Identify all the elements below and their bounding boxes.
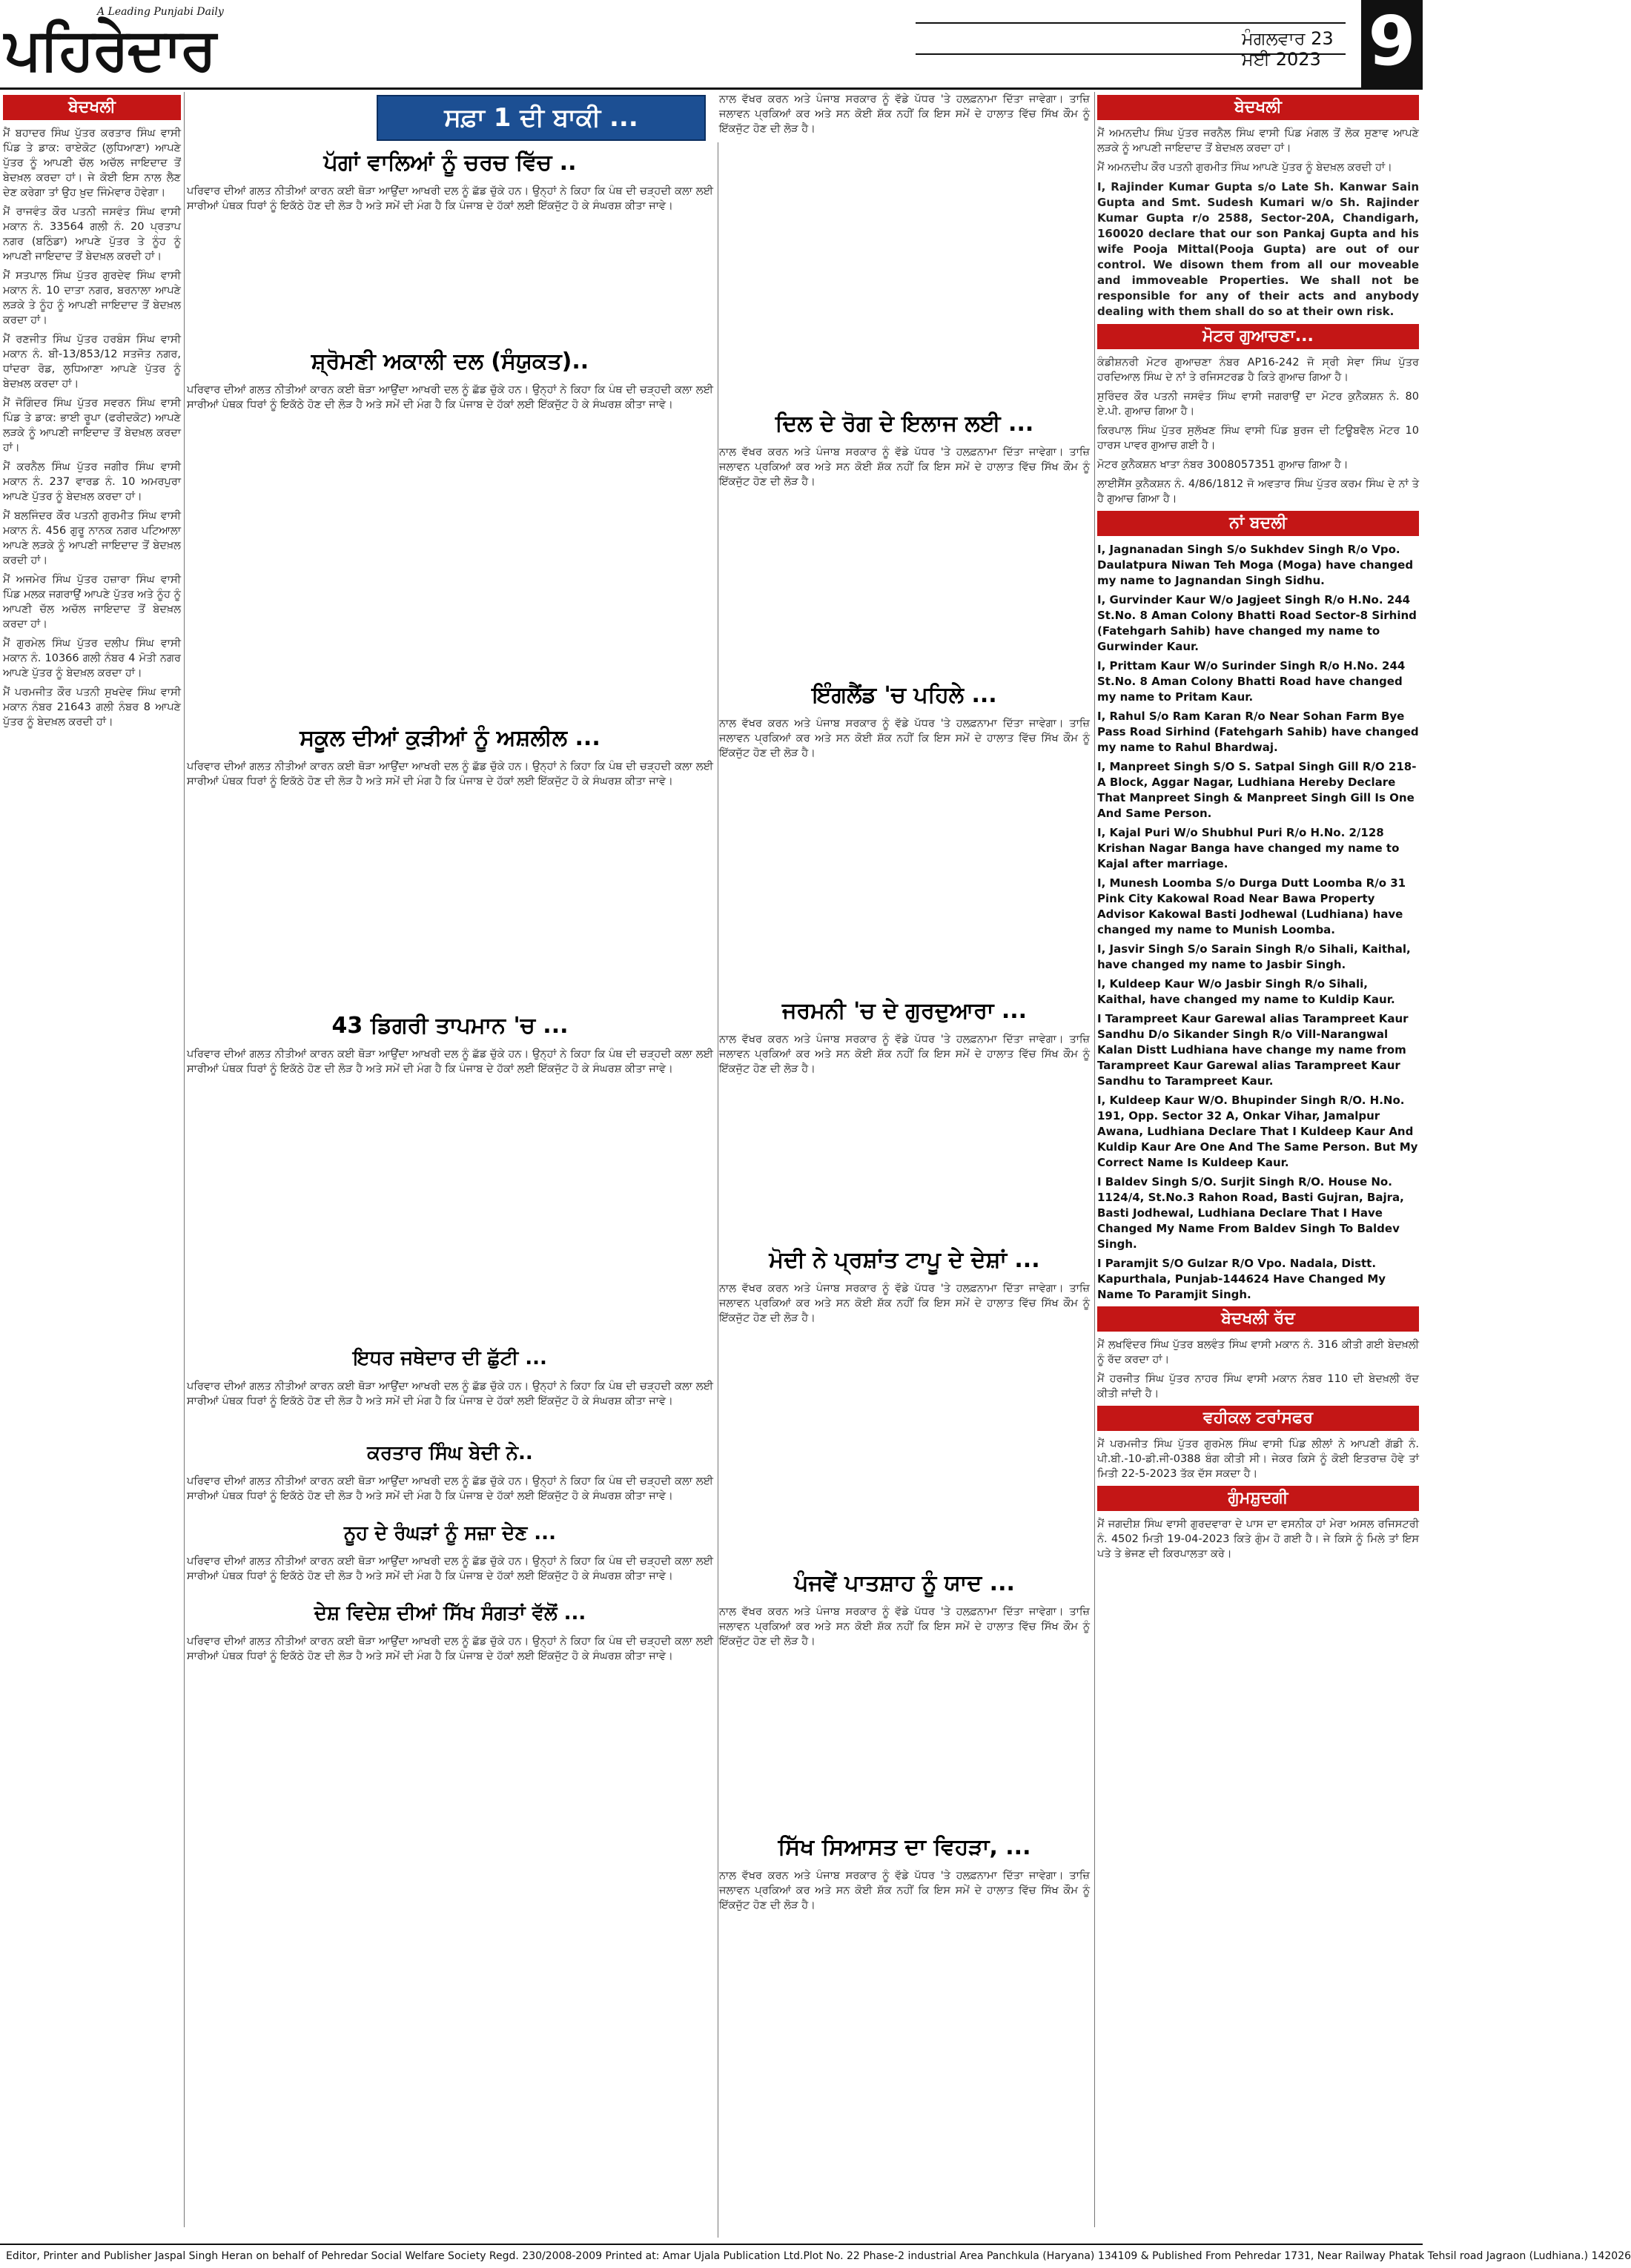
story-headline: ਮੋਦੀ ਨੇ ਪ੍ਰਸ਼ਾਂਤ ਟਾਪੂ ਦੇ ਦੇਸ਼ਾਂ ...: [769, 1247, 1040, 1273]
notice-list: [1097, 126, 1419, 320]
center-stories-column: [719, 92, 1095, 2227]
notice-item: ਮੈਂ ਅਜਮੇਰ ਸਿੰਘ ਪੁੱਤਰ ਹਜ਼ਾਰਾ ਸਿੰਘ ਵਾਸੀ ਪਿੰਡ ਮਲਕ ਜਗਰਾਉਂ ਆਪਣੇ ਪੁੱਤਰ ਅਤੇ ਨੂੰਹ ਨੂੰ ਆਪਣੀ ਚੱਲ ਅਚੱਲ ਜਾਇਦਾਦ ਤੋਂ ਬੇਦਖ਼ਲ ਕਰਦਾ ਹਾਂ।: [3, 574, 181, 630]
name-change-item: I, Gurvinder Kaur W/o Jagjeet Singh R/o H.No. 244 St.No. 8 Aman Colony Bhatti Road Sector-8 Sirhind (Fatehgarh Sahib) have changed my name to Gurwinder Kaur.: [1097, 593, 1417, 653]
notice-list: [1097, 1517, 1419, 1561]
masthead: [0, 0, 1423, 90]
story-body: ਨਾਲ ਵੱਖਰ ਕਰਨ ਅਤੇ ਪੰਜਾਬ ਸਰਕਾਰ ਨੂੰ ਵੱਡੇ ਪੱਧਰ 'ਤੇ ਹਲਫ਼ਨਾਮਾ ਦਿੱਤਾ ਜਾਵੇਗਾ। ਤਾਜ਼ਿ ਜਲਾਵਨ ਪ੍ਰਕਿਆਂ ਕਰ ਅਤੇ ਸਨ ਕੋਈ ਸ਼ੱਕ ਨਹੀਂ ਕਿ ਇਸ ਸਮੇਂ ਦੇ ਹਾਲਾਤ ਵਿੱਚ ਸਿੱਖ ਕੌਮ ਨੂੰ ਇੱਕਜੁੱਟ ਹੋਣ ਦੀ ਲੋੜ ਹੈ।: [719, 1034, 1090, 1075]
notice-item: ਮੈਂ ਅਮਨਦੀਪ ਸਿੰਘ ਪੁੱਤਰ ਜਰਨੈਲ ਸਿੰਘ ਵਾਸੀ ਪਿੰਡ ਮੰਗਲ ਤੋਂ ਲੋਕ ਸੁਣਾਵ ਆਪਣੇ ਲੜਕੇ ਨੂੰ ਆਪਣੀ ਜਾਇਦਾਦ ਤੋਂ ਬੇਦਖ਼ਲ ਕਰਦਾ ਹਾਂ।: [1097, 128, 1419, 154]
story-headline: ਦਿਲ ਦੇ ਰੋਗ ਦੇ ਇਲਾਜ ਲਈ ...: [775, 411, 1034, 437]
continued-stories-column: [187, 142, 718, 2238]
story-body: ਨਾਲ ਵੱਖਰ ਕਰਨ ਅਤੇ ਪੰਜਾਬ ਸਰਕਾਰ ਨੂੰ ਵੱਡੇ ਪੱਧਰ 'ਤੇ ਹਲਫ਼ਨਾਮਾ ਦਿੱਤਾ ਜਾਵੇਗਾ। ਤਾਜ਼ਿ ਜਲਾਵਨ ਪ੍ਰਕਿਆਂ ਕਰ ਅਤੇ ਸਨ ਕੋਈ ਸ਼ੱਕ ਨਹੀਂ ਕਿ ਇਸ ਸਮੇਂ ਦੇ ਹਾਲਾਤ ਵਿੱਚ ਸਿੱਖ ਕੌਮ ਨੂੰ ਇੱਕਜੁੱਟ ਹੋਣ ਦੀ ਲੋੜ ਹੈ।: [719, 718, 1090, 759]
notice-item: ਲਾਈਸੈਂਸ ਕੁਨੈਕਸ਼ਨ ਨੰ. 4/86/1812 ਜੋ ਅਵਤਾਰ ਸਿੰਘ ਪੁੱਤਰ ਕਰਮ ਸਿੰਘ ਦੇ ਨਾਂ ਤੇ ਹੈ ਗੁਆਚ ਗਿਆ ਹੈ।: [1097, 478, 1419, 505]
story-body: ਨਾਲ ਵੱਖਰ ਕਰਨ ਅਤੇ ਪੰਜਾਬ ਸਰਕਾਰ ਨੂੰ ਵੱਡੇ ਪੱਧਰ 'ਤੇ ਹਲਫ਼ਨਾਮਾ ਦਿੱਤਾ ਜਾਵੇਗਾ। ਤਾਜ਼ਿ ਜਲਾਵਨ ਪ੍ਰਕਿਆਂ ਕਰ ਅਤੇ ਸਨ ਕੋਈ ਸ਼ੱਕ ਨਹੀਂ ਕਿ ਇਸ ਸਮੇਂ ਦੇ ਹਾਲਾਤ ਵਿੱਚ ਸਿੱਖ ਕੌਮ ਨੂੰ ਇੱਕਜੁੱਟ ਹੋਣ ਦੀ ਲੋੜ ਹੈ।: [719, 446, 1090, 488]
notice-item: ਮੈਂ ਬਹਾਦਰ ਸਿੰਘ ਪੁੱਤਰ ਕਰਤਾਰ ਸਿੰਘ ਵਾਸੀ ਪਿੰਡ ਤੇ ਡਾਕ: ਰਾਏਕੋਟ (ਲੁਧਿਆਣਾ) ਆਪਣੇ ਪੁੱਤਰ ਨੂੰ ਆਪਣੀ ਚੱਲ ਅਚੱਲ ਜਾਇਦਾਦ ਤੋਂ ਬੇਦਖ਼ਲ ਕਰਦਾ ਹਾਂ। ਜੇ ਕੋਈ ਇਸ ਨਾਲ ਲੈਣ ਦੇਣ ਕਰੇਗਾ ਤਾਂ ਉਹ ਖ਼ੁਦ ਜਿੰਮੇਵਾਰ ਹੋਵੇਗਾ।: [3, 128, 181, 199]
notice-item: ਮੈਂ ਪਰਮਜੀਤ ਸਿੰਘ ਪੁੱਤਰ ਗੁਰਮੇਲ ਸਿੰਘ ਵਾਸੀ ਪਿੰਡ ਲੀਲਾਂ ਨੇ ਆਪਣੀ ਗੱਡੀ ਨੰ. ਪੀ.ਬੀ.-10-ਡੀ.ਜੀ-0388 ਬੰਗ ਕੀਤੀ ਸੀ। ਜੇਕਰ ਕਿਸੇ ਨੂੰ ਕੋਈ ਇਤਰਾਜ਼ ਹੋਵੇ ਤਾਂ ਮਿਤੀ 22-5-2023 ਤੱਕ ਦੱਸ ਸਕਦਾ ਹੈ।: [1097, 1438, 1419, 1480]
section-heading: ਬੇਦਖਲੀ: [1097, 95, 1419, 120]
name-change-item: I Paramjit S/O Gulzar R/O Vpo. Nadala, Distt. Kapurthala, Punjab-144624 Have Changed My Name To Paramjit Singh.: [1097, 1257, 1386, 1301]
notice-item: ਸੁਰਿੰਦਰ ਕੌਰ ਪਤਨੀ ਜਸਵੰਤ ਸਿੰਘ ਵਾਸੀ ਜਗਰਾਉਂ ਦਾ ਮੋਟਰ ਕੁਨੈਕਸ਼ਨ ਨੰ. 80 ਏ.ਪੀ. ਗੁਆਚ ਗਿਆ ਹੈ।: [1097, 391, 1419, 417]
notice-list: [3, 126, 181, 730]
section-heading: ਨਾਂ ਬਦਲੀ: [1097, 511, 1419, 536]
notice-item: ਮੈਂ ਲਖਵਿੰਦਰ ਸਿੰਘ ਪੁੱਤਰ ਬਲਵੰਤ ਸਿੰਘ ਵਾਸੀ ਮਕਾਨ ਨੰ. 316 ਕੀਤੀ ਗਈ ਬੇਦਖ਼ਲੀ ਨੂੰ ਰੱਦ ਕਰਦਾ ਹਾਂ।: [1097, 1339, 1419, 1366]
notice-item: ਮੈਂ ਪਰਮਜੀਤ ਕੌਰ ਪਤਨੀ ਸੁਖਦੇਵ ਸਿੰਘ ਵਾਸੀ ਮਕਾਨ ਨੰਬਰ 21643 ਗਲੀ ਨੰਬਰ 8 ਆਪਣੇ ਪੁੱਤਰ ਨੂੰ ਬੇਦਖ਼ਲ ਕਰਦੀ ਹਾਂ।: [3, 687, 181, 728]
story-body: ਨਾਲ ਵੱਖਰ ਕਰਨ ਅਤੇ ਪੰਜਾਬ ਸਰਕਾਰ ਨੂੰ ਵੱਡੇ ਪੱਧਰ 'ਤੇ ਹਲਫ਼ਨਾਮਾ ਦਿੱਤਾ ਜਾਵੇਗਾ। ਤਾਜ਼ਿ ਜਲਾਵਨ ਪ੍ਰਕਿਆਂ ਕਰ ਅਤੇ ਸਨ ਕੋਈ ਸ਼ੱਕ ਨਹੀਂ ਕਿ ਇਸ ਸਮੇਂ ਦੇ ਹਾਲਾਤ ਵਿੱਚ ਸਿੱਖ ਕੌਮ ਨੂੰ ਇੱਕਜੁੱਟ ਹੋਣ ਦੀ ਲੋੜ ਹੈ।: [719, 93, 1090, 135]
story-headline: ਇਧਰ ਜਥੇਦਾਰ ਦੀ ਛੁੱਟੀ ...: [353, 1347, 547, 1369]
notice-item: ਕੰਡੀਸ਼ਨਰੀ ਮੋਟਰ ਗੁਆਚਣਾ ਨੰਬਰ AP16-242 ਜੋ ਸ੍ਰੀ ਸੇਵਾ ਸਿੰਘ ਪੁੱਤਰ ਹਰਦਿਆਲ ਸਿੰਘ ਦੇ ਨਾਂ ਤੇ ਰਜਿਸਟਰਡ ਹੈ ਕਿਤੇ ਗੁਆਚ ਗਿਆ ਹੈ।: [1097, 357, 1419, 383]
section-heading: ਬੇਦਖਲੀ ਰੱਦ: [1097, 1306, 1419, 1332]
story-body: ਪਰਿਵਾਰ ਦੀਆਂ ਗਲਤ ਨੀਤੀਆਂ ਕਾਰਨ ਕਈ ਥੋੜਾ ਆਉਂਦਾ ਆਖਰੀ ਦਲ ਨੂੰ ਛੱਡ ਚੁੱਕੇ ਹਨ। ਉਨ੍ਹਾਂ ਨੇ ਕਿਹਾ ਕਿ ਪੰਥ ਦੀ ਚੜ੍ਹਦੀ ਕਲਾ ਲਈ ਸਾਰੀਆਂ ਪੰਥਕ ਧਿਰਾਂ ਨੂੰ ਇਕੱਠੇ ਹੋਣ ਦੀ ਲੋੜ ਹੈ ਅਤੇ ਸਮੇਂ ਦੀ ਮੰਗ ਹੈ ਕਿ ਪੰਜਾਬ ਦੇ ਹੱਕਾਂ ਲਈ ਇੱਕਜੁੱਟ ਹੋ ਕੇ ਸੰਘਰਸ਼ ਕੀਤਾ ਜਾਵੇ।: [187, 1381, 713, 1407]
story-headline: 43 ਡਿਗਰੀ ਤਾਪਮਾਨ 'ਚ ...: [331, 1013, 569, 1039]
story-body: ਨਾਲ ਵੱਖਰ ਕਰਨ ਅਤੇ ਪੰਜਾਬ ਸਰਕਾਰ ਨੂੰ ਵੱਡੇ ਪੱਧਰ 'ਤੇ ਹਲਫ਼ਨਾਮਾ ਦਿੱਤਾ ਜਾਵੇਗਾ। ਤਾਜ਼ਿ ਜਲਾਵਨ ਪ੍ਰਕਿਆਂ ਕਰ ਅਤੇ ਸਨ ਕੋਈ ਸ਼ੱਕ ਨਹੀਂ ਕਿ ਇਸ ਸਮੇਂ ਦੇ ਹਾਲਾਤ ਵਿੱਚ ਸਿੱਖ ਕੌਮ ਨੂੰ ਇੱਕਜੁੱਟ ਹੋਣ ਦੀ ਲੋੜ ਹੈ।: [719, 1870, 1090, 1911]
name-change-item: I, Prittam Kaur W/o Surinder Singh R/o H.No. 244 St.No. 8 Aman Colony Bhatti Road have changed my name to Pritam Kaur.: [1097, 659, 1406, 704]
issue-date: ਮੰਗਲਵਾਰ 23 ਮਈ 2023: [1242, 28, 1334, 70]
english-notice: I, Rajinder Kumar Gupta s/o Late Sh. Kanwar Sain Gupta and Smt. Sudesh Kumari w/o Sh. Rajinder Kumar Gupta r/o 2588, Sector-20A, Chandigarh, 160020 declare that our son Pankaj Gupta and his wife Pooja Mittal(Pooja Gupta) are out of our control. We disown them from all our moveable and immoveable Properties. We shall not be responsible for any of their acts and anybody dealing with them shall do so at their own risk.: [1097, 180, 1419, 318]
story-headline: ਸਕੂਲ ਦੀਆਂ ਕੁੜੀਆਂ ਨੂੰ ਅਸ਼ਲੀਲ ...: [300, 725, 601, 751]
section-heading: ਵਹੀਕਲ ਟਰਾਂਸਫਰ: [1097, 1406, 1419, 1431]
right-classifieds-column: [1097, 92, 1419, 2227]
story-headline: ਪੰਜਵੇਂ ਪਾਤਸ਼ਾਹ ਨੂੰ ਯਾਦ ...: [794, 1570, 1015, 1596]
notice-item: ਮੈਂ ਕਰਨੈਲ ਸਿੰਘ ਪੁੱਤਰ ਜਗੀਰ ਸਿੰਘ ਵਾਸੀ ਮਕਾਨ ਨੰ. 237 ਵਾਰਡ ਨੰ. 10 ਅਮਰਪੁਰਾ ਆਪਣੇ ਪੁੱਤਰ ਨੂੰ ਬੇਦਖ਼ਲ ਕਰਦਾ ਹਾਂ।: [3, 461, 181, 503]
notice-item: ਮੈਂ ਰਾਜਵੰਤ ਕੌਰ ਪਤਨੀ ਜਸਵੰਤ ਸਿੰਘ ਵਾਸੀ ਮਕਾਨ ਨੰ. 33564 ਗਲੀ ਨੰ. 20 ਪ੍ਰਤਾਪ ਨਗਰ (ਬਠਿੰਡਾ) ਆਪਣੇ ਪੁੱਤਰ ਤੇ ਨੂੰਹ ਨੂੰ ਆਪਣੀ ਜਾਇਦਾਦ ਤੋਂ ਬੇਦਖ਼ਲ ਕਰਦੀ ਹਾਂ।: [3, 206, 181, 262]
story-body: ਪਰਿਵਾਰ ਦੀਆਂ ਗਲਤ ਨੀਤੀਆਂ ਕਾਰਨ ਕਈ ਥੋੜਾ ਆਉਂਦਾ ਆਖਰੀ ਦਲ ਨੂੰ ਛੱਡ ਚੁੱਕੇ ਹਨ। ਉਨ੍ਹਾਂ ਨੇ ਕਿਹਾ ਕਿ ਪੰਥ ਦੀ ਚੜ੍ਹਦੀ ਕਲਾ ਲਈ ਸਾਰੀਆਂ ਪੰਥਕ ਧਿਰਾਂ ਨੂੰ ਇਕੱਠੇ ਹੋਣ ਦੀ ਲੋੜ ਹੈ ਅਤੇ ਸਮੇਂ ਦੀ ਮੰਗ ਹੈ ਕਿ ਪੰਜਾਬ ਦੇ ਹੱਕਾਂ ਲਈ ਇੱਕਜੁੱਟ ਹੋ ਕੇ ਸੰਘਰਸ਼ ਕੀਤਾ ਜਾਵੇ।: [187, 1475, 713, 1502]
notice-item: ਮੈਂ ਸਤਪਾਲ ਸਿੰਘ ਪੁੱਤਰ ਗੁਰਦੇਵ ਸਿੰਘ ਵਾਸੀ ਮਕਾਨ ਨੰ. 10 ਦਾਤਾ ਨਗਰ, ਬਰਨਾਲਾ ਆਪਣੇ ਲੜਕੇ ਤੇ ਨੂੰਹ ਨੂੰ ਆਪਣੀ ਜਾਇਦਾਦ ਤੋਂ ਬੇਦਖ਼ਲ ਕਰਦਾ ਹਾਂ।: [3, 270, 181, 326]
continued-banner: ਸਫ਼ਾ 1 ਦੀ ਬਾਕੀ ...: [377, 95, 706, 141]
section-heading: ਗੁੰਮਸ਼ੁਦਗੀ: [1097, 1486, 1419, 1511]
name-change-item: I, Kuldeep Kaur W/O. Bhupinder Singh R/O. H.No. 191, Opp. Sector 32 A, Onkar Vihar, Jamalpur Awana, Ludhiana Declare That I Kuldeep Kaur And Kuldip Kaur Are One And The Same Person. But My Correct Name Is Kuldeep Kaur.: [1097, 1094, 1418, 1169]
name-change-item: I, Jasvir Singh S/o Sarain Singh R/o Sihali, Kaithal, have changed my name to Jasbir Singh.: [1097, 942, 1411, 971]
story-body: ਪਰਿਵਾਰ ਦੀਆਂ ਗਲਤ ਨੀਤੀਆਂ ਕਾਰਨ ਕਈ ਥੋੜਾ ਆਉਂਦਾ ਆਖਰੀ ਦਲ ਨੂੰ ਛੱਡ ਚੁੱਕੇ ਹਨ। ਉਨ੍ਹਾਂ ਨੇ ਕਿਹਾ ਕਿ ਪੰਥ ਦੀ ਚੜ੍ਹਦੀ ਕਲਾ ਲਈ ਸਾਰੀਆਂ ਪੰਥਕ ਧਿਰਾਂ ਨੂੰ ਇਕੱਠੇ ਹੋਣ ਦੀ ਲੋੜ ਹੈ ਅਤੇ ਸਮੇਂ ਦੀ ਮੰਗ ਹੈ ਕਿ ਪੰਜਾਬ ਦੇ ਹੱਕਾਂ ਲਈ ਇੱਕਜੁੱਟ ਹੋ ਕੇ ਸੰਘਰਸ਼ ਕੀਤਾ ਜਾਵੇ।: [187, 1048, 713, 1075]
story-headline: ਇੰਗਲੈਂਡ 'ਚ ਪਹਿਲੇ ...: [812, 682, 997, 708]
name-change-item: I, Munesh Loomba S/o Durga Dutt Loomba R/o 31 Pink City Kakowal Road Near Bawa Property Advisor Kakowal Basti Jodhewal (Ludhiana) have changed my name to Munish Loomba.: [1097, 876, 1406, 936]
tagline: A Leading Punjabi Daily: [97, 6, 224, 18]
newspaper-logo: [4, 3, 227, 82]
notice-item: ਮੈਂ ਰਣਜੀਤ ਸਿੰਘ ਪੁੱਤਰ ਹਰਬੰਸ ਸਿੰਘ ਵਾਸੀ ਮਕਾਨ ਨੰ. ਬੀ-13/853/12 ਸਤਜੋਤ ਨਗਰ, ਧਾਂਦਰਾ ਰੋਡ, ਲੁਧਿਆਣਾ ਆਪਣੇ ਪੁੱਤਰ ਨੂੰ ਬੇਦਖ਼ਲ ਕਰਦਾ ਹਾਂ।: [3, 334, 181, 390]
notice-item: ਮੈਂ ਹਰਜੀਤ ਸਿੰਘ ਪੁੱਤਰ ਨਾਹਰ ਸਿੰਘ ਵਾਸੀ ਮਕਾਨ ਨੰਬਰ 110 ਦੀ ਬੇਦਖ਼ਲੀ ਰੱਦ ਕੀਤੀ ਜਾਂਦੀ ਹੈ।: [1097, 1373, 1419, 1400]
story-body: ਪਰਿਵਾਰ ਦੀਆਂ ਗਲਤ ਨੀਤੀਆਂ ਕਾਰਨ ਕਈ ਥੋੜਾ ਆਉਂਦਾ ਆਖਰੀ ਦਲ ਨੂੰ ਛੱਡ ਚੁੱਕੇ ਹਨ। ਉਨ੍ਹਾਂ ਨੇ ਕਿਹਾ ਕਿ ਪੰਥ ਦੀ ਚੜ੍ਹਦੀ ਕਲਾ ਲਈ ਸਾਰੀਆਂ ਪੰਥਕ ਧਿਰਾਂ ਨੂੰ ਇਕੱਠੇ ਹੋਣ ਦੀ ਲੋੜ ਹੈ ਅਤੇ ਸਮੇਂ ਦੀ ਮੰਗ ਹੈ ਕਿ ਪੰਜਾਬ ਦੇ ਹੱਕਾਂ ਲਈ ਇੱਕਜੁੱਟ ਹੋ ਕੇ ਸੰਘਰਸ਼ ਕੀਤਾ ਜਾਵੇ।: [187, 384, 713, 411]
story-body: ਪਰਿਵਾਰ ਦੀਆਂ ਗਲਤ ਨੀਤੀਆਂ ਕਾਰਨ ਕਈ ਥੋੜਾ ਆਉਂਦਾ ਆਖਰੀ ਦਲ ਨੂੰ ਛੱਡ ਚੁੱਕੇ ਹਨ। ਉਨ੍ਹਾਂ ਨੇ ਕਿਹਾ ਕਿ ਪੰਥ ਦੀ ਚੜ੍ਹਦੀ ਕਲਾ ਲਈ ਸਾਰੀਆਂ ਪੰਥਕ ਧਿਰਾਂ ਨੂੰ ਇਕੱਠੇ ਹੋਣ ਦੀ ਲੋੜ ਹੈ ਅਤੇ ਸਮੇਂ ਦੀ ਮੰਗ ਹੈ ਕਿ ਪੰਜਾਬ ਦੇ ਹੱਕਾਂ ਲਈ ਇੱਕਜੁੱਟ ਹੋ ਕੇ ਸੰਘਰਸ਼ ਕੀਤਾ ਜਾਵੇ।: [187, 185, 713, 212]
story-headline: ਪੱਗਾਂ ਵਾਲਿਆਂ ਨੂੰ ਚਰਚ ਵਿੱਚ ..: [323, 150, 577, 176]
notice-item: ਮੈਂ ਜਗਦੀਸ਼ ਸਿੰਘ ਵਾਸੀ ਗੁਰਦਵਾਰਾ ਦੇ ਪਾਸ ਦਾ ਵਸਨੀਕ ਹਾਂ ਮੇਰਾ ਅਸਲ ਰਜਿਸਟਰੀ ਨੰ. 4502 ਮਿਤੀ 19-04-2023 ਕਿਤੇ ਗੁੰਮ ਹੋ ਗਈ ਹੈ। ਜੇ ਕਿਸੇ ਨੂੰ ਮਿਲੇ ਤਾਂ ਇਸ ਪਤੇ ਤੇ ਭੇਜਣ ਦੀ ਕਿਰਪਾਲਤਾ ਕਰੇ।: [1097, 1518, 1419, 1560]
name-change-item: I, Manpreet Singh S/O S. Satpal Singh Gill R/O 218-A Block, Aggar Nagar, Ludhiana Hereby Declare That Manpreet Singh & Manpreet Singh Gill Is One And Same Person.: [1097, 760, 1417, 820]
page-number: 9: [1361, 0, 1423, 87]
name-change-item: I, Kuldeep Kaur W/o Jasbir Singh R/o Sihali, Kaithal, have changed my name to Kuldip Kaur.: [1097, 977, 1395, 1006]
left-classifieds-column: [3, 92, 185, 2227]
name-change-item: I Baldev Singh S/O. Surjit Singh R/O. House No. 1124/4, St.No.3 Rahon Road, Basti Gujran, Bajra, Basti Jodhewal, Ludhiana Declare That I Have Changed My Name From Baldev Singh To Baldev Singh.: [1097, 1175, 1404, 1251]
notice-list: [1097, 1437, 1419, 1481]
story-body: ਪਰਿਵਾਰ ਦੀਆਂ ਗਲਤ ਨੀਤੀਆਂ ਕਾਰਨ ਕਈ ਥੋੜਾ ਆਉਂਦਾ ਆਖਰੀ ਦਲ ਨੂੰ ਛੱਡ ਚੁੱਕੇ ਹਨ। ਉਨ੍ਹਾਂ ਨੇ ਕਿਹਾ ਕਿ ਪੰਥ ਦੀ ਚੜ੍ਹਦੀ ਕਲਾ ਲਈ ਸਾਰੀਆਂ ਪੰਥਕ ਧਿਰਾਂ ਨੂੰ ਇਕੱਠੇ ਹੋਣ ਦੀ ਲੋੜ ਹੈ ਅਤੇ ਸਮੇਂ ਦੀ ਮੰਗ ਹੈ ਕਿ ਪੰਜਾਬ ਦੇ ਹੱਕਾਂ ਲਈ ਇੱਕਜੁੱਟ ਹੋ ਕੇ ਸੰਘਰਸ਼ ਕੀਤਾ ਜਾਵੇ।: [187, 761, 713, 787]
notice-item: ਮੋਟਰ ਕੁਨੈਕਸ਼ਨ ਖਾਤਾ ਨੰਬਰ 3008057351 ਗੁਆਚ ਗਿਆ ਹੈ।: [1097, 459, 1349, 471]
section-heading: ਬੇਦਖਲੀ: [3, 95, 181, 120]
story-headline: ਕਰਤਾਰ ਸਿੰਘ ਬੇਦੀ ਨੇ..: [367, 1442, 533, 1464]
name-change-item: I, Rahul S/o Ram Karan R/o Near Sohan Farm Bye Pass Road Sirhind (Fatehgarh Sahib) have changed my name to Rahul Bhardwaj.: [1097, 710, 1419, 754]
notice-list: [1097, 355, 1419, 506]
name-change-item: I Tarampreet Kaur Garewal alias Tarampreet Kaur Sandhu D/o Sikander Singh R/o Vill-Narangwal Kalan Distt Ludhiana have change my name from Tarampreet Kaur Garewal alias Tarampreet Kaur Sandhu to Tarampreet Kaur.: [1097, 1012, 1409, 1088]
name-change-item: I, Kajal Puri W/o Shubhul Puri R/o H.No. 2/128 Krishan Nagar Banga have changed my name to Kajal after marriage.: [1097, 826, 1400, 870]
name-change-item: I, Jagnanadan Singh S/o Sukhdev Singh R/o Vpo. Daulatpura Niwan Teh Moga (Moga) have changed my name to Jagnandan Singh Sidhu.: [1097, 543, 1414, 587]
imprint-footer: Editor, Printer and Publisher Jaspal Singh Heran on behalf of Pehredar Social Welfare Society Regd. 230/2008-2009 Printed at: Amar Ujala Publication Ltd.Plot No. 22 Phase-2 industrial Area Panchkula (Haryana) 134109 & Published From Pehredar 1731, Near Railway Phatak Tehsil road Jagraon (Ludhiana.) 142026: [0, 2244, 1423, 2268]
date-bar: [916, 22, 1346, 70]
story-body: ਨਾਲ ਵੱਖਰ ਕਰਨ ਅਤੇ ਪੰਜਾਬ ਸਰਕਾਰ ਨੂੰ ਵੱਡੇ ਪੱਧਰ 'ਤੇ ਹਲਫ਼ਨਾਮਾ ਦਿੱਤਾ ਜਾਵੇਗਾ। ਤਾਜ਼ਿ ਜਲਾਵਨ ਪ੍ਰਕਿਆਂ ਕਰ ਅਤੇ ਸਨ ਕੋਈ ਸ਼ੱਕ ਨਹੀਂ ਕਿ ਇਸ ਸਮੇਂ ਦੇ ਹਾਲਾਤ ਵਿੱਚ ਸਿੱਖ ਕੌਮ ਨੂੰ ਇੱਕਜੁੱਟ ਹੋਣ ਦੀ ਲੋੜ ਹੈ।: [719, 1606, 1090, 1647]
notice-item: ਕਿਰਪਾਲ ਸਿੰਘ ਪੁੱਤਰ ਸੁਲੱਖਣ ਸਿੰਘ ਵਾਸੀ ਪਿੰਡ ਬੁਰਜ ਦੀ ਟਿਊਬਵੈਲ ਮੋਟਰ 10 ਹਾਰਸ ਪਾਵਰ ਗੁਆਚ ਗਈ ਹੈ।: [1097, 425, 1419, 452]
notice-item: ਮੈਂ ਬਲਜਿੰਦਰ ਕੌਰ ਪਤਨੀ ਗੁਰਮੀਤ ਸਿੰਘ ਵਾਸੀ ਮਕਾਨ ਨੰ. 456 ਗੁਰੂ ਨਾਨਕ ਨਗਰ ਪਟਿਆਲਾ ਆਪਣੇ ਲੜਕੇ ਨੂੰ ਆਪਣੀ ਜਾਇਦਾਦ ਤੋਂ ਬੇਦਖ਼ਲ ਕਰਦੀ ਹਾਂ।: [3, 510, 181, 566]
story-headline: ਨੂਹ ਦੇ ਰੰਘੜਾਂ ਨੂੰ ਸਜ਼ਾ ਦੇਣ ...: [344, 1522, 556, 1544]
notice-item: ਮੈਂ ਜੋਗਿੰਦਰ ਸਿੰਘ ਪੁੱਤਰ ਸਵਰਨ ਸਿੰਘ ਵਾਸੀ ਪਿੰਡ ਤੇ ਡਾਕ: ਭਾਈ ਰੂਪਾ (ਫਰੀਦਕੋਟ) ਆਪਣੇ ਲੜਕੇ ਨੂੰ ਆਪਣੀ ਜਾਇਦਾਦ ਤੋਂ ਬੇਦਖ਼ਲ ਕਰਦਾ ਹਾਂ।: [3, 397, 181, 454]
story-body: ਨਾਲ ਵੱਖਰ ਕਰਨ ਅਤੇ ਪੰਜਾਬ ਸਰਕਾਰ ਨੂੰ ਵੱਡੇ ਪੱਧਰ 'ਤੇ ਹਲਫ਼ਨਾਮਾ ਦਿੱਤਾ ਜਾਵੇਗਾ। ਤਾਜ਼ਿ ਜਲਾਵਨ ਪ੍ਰਕਿਆਂ ਕਰ ਅਤੇ ਸਨ ਕੋਈ ਸ਼ੱਕ ਨਹੀਂ ਕਿ ਇਸ ਸਮੇਂ ਦੇ ਹਾਲਾਤ ਵਿੱਚ ਸਿੱਖ ਕੌਮ ਨੂੰ ਇੱਕਜੁੱਟ ਹੋਣ ਦੀ ਲੋੜ ਹੈ।: [719, 1283, 1090, 1324]
notice-item: ਮੈਂ ਗੁਰਮੇਲ ਸਿੰਘ ਪੁੱਤਰ ਦਲੀਪ ਸਿੰਘ ਵਾਸੀ ਮਕਾਨ ਨੰ. 10366 ਗਲੀ ਨੰਬਰ 4 ਮੋਤੀ ਨਗਰ ਆਪਣੇ ਪੁੱਤਰ ਨੂੰ ਬੇਦਖ਼ਲ ਕਰਦਾ ਹਾਂ।: [3, 638, 181, 679]
story-headline: ਜਰਮਨੀ 'ਚ ਦੇ ਗੁਰਦੁਆਰਾ ...: [781, 998, 1028, 1024]
story-headline: ਦੇਸ਼ ਵਿਦੇਸ਼ ਦੀਆਂ ਸਿੱਖ ਸੰਗਤਾਂ ਵੱਲੋਂ ...: [314, 1602, 586, 1624]
story-headline: ਸ਼੍ਰੋਮਣੀ ਅਕਾਲੀ ਦਲ (ਸੰਯੁਕਤ)..: [311, 348, 589, 374]
story-body: ਪਰਿਵਾਰ ਦੀਆਂ ਗਲਤ ਨੀਤੀਆਂ ਕਾਰਨ ਕਈ ਥੋੜਾ ਆਉਂਦਾ ਆਖਰੀ ਦਲ ਨੂੰ ਛੱਡ ਚੁੱਕੇ ਹਨ। ਉਨ੍ਹਾਂ ਨੇ ਕਿਹਾ ਕਿ ਪੰਥ ਦੀ ਚੜ੍ਹਦੀ ਕਲਾ ਲਈ ਸਾਰੀਆਂ ਪੰਥਕ ਧਿਰਾਂ ਨੂੰ ਇਕੱਠੇ ਹੋਣ ਦੀ ਲੋੜ ਹੈ ਅਤੇ ਸਮੇਂ ਦੀ ਮੰਗ ਹੈ ਕਿ ਪੰਜਾਬ ਦੇ ਹੱਕਾਂ ਲਈ ਇੱਕਜੁੱਟ ਹੋ ਕੇ ਸੰਘਰਸ਼ ਕੀਤਾ ਜਾਵੇ।: [187, 1555, 713, 1582]
story-headline: ਸਿੱਖ ਸਿਆਸਤ ਦਾ ਵਿਹੜਾ, ...: [778, 1834, 1031, 1860]
name-change-list: [1097, 542, 1419, 1303]
section-heading: ਮੋਟਰ ਗੁਆਚਣਾ...: [1097, 324, 1419, 349]
notice-item: ਮੈਂ ਅਮਨਦੀਪ ਕੌਰ ਪਤਨੀ ਗੁਰਮੀਤ ਸਿੰਘ ਆਪਣੇ ਪੁੱਤਰ ਨੂੰ ਬੇਦਖ਼ਲ ਕਰਦੀ ਹਾਂ।: [1097, 162, 1392, 173]
notice-list: [1097, 1338, 1419, 1401]
story-body: ਪਰਿਵਾਰ ਦੀਆਂ ਗਲਤ ਨੀਤੀਆਂ ਕਾਰਨ ਕਈ ਥੋੜਾ ਆਉਂਦਾ ਆਖਰੀ ਦਲ ਨੂੰ ਛੱਡ ਚੁੱਕੇ ਹਨ। ਉਨ੍ਹਾਂ ਨੇ ਕਿਹਾ ਕਿ ਪੰਥ ਦੀ ਚੜ੍ਹਦੀ ਕਲਾ ਲਈ ਸਾਰੀਆਂ ਪੰਥਕ ਧਿਰਾਂ ਨੂੰ ਇਕੱਠੇ ਹੋਣ ਦੀ ਲੋੜ ਹੈ ਅਤੇ ਸਮੇਂ ਦੀ ਮੰਗ ਹੈ ਕਿ ਪੰਜਾਬ ਦੇ ਹੱਕਾਂ ਲਈ ਇੱਕਜੁੱਟ ਹੋ ਕੇ ਸੰਘਰਸ਼ ਕੀਤਾ ਜਾਵੇ।: [187, 1636, 713, 1662]
logo-text: ਪਹਿਰੇਦਾਰ: [4, 16, 215, 83]
